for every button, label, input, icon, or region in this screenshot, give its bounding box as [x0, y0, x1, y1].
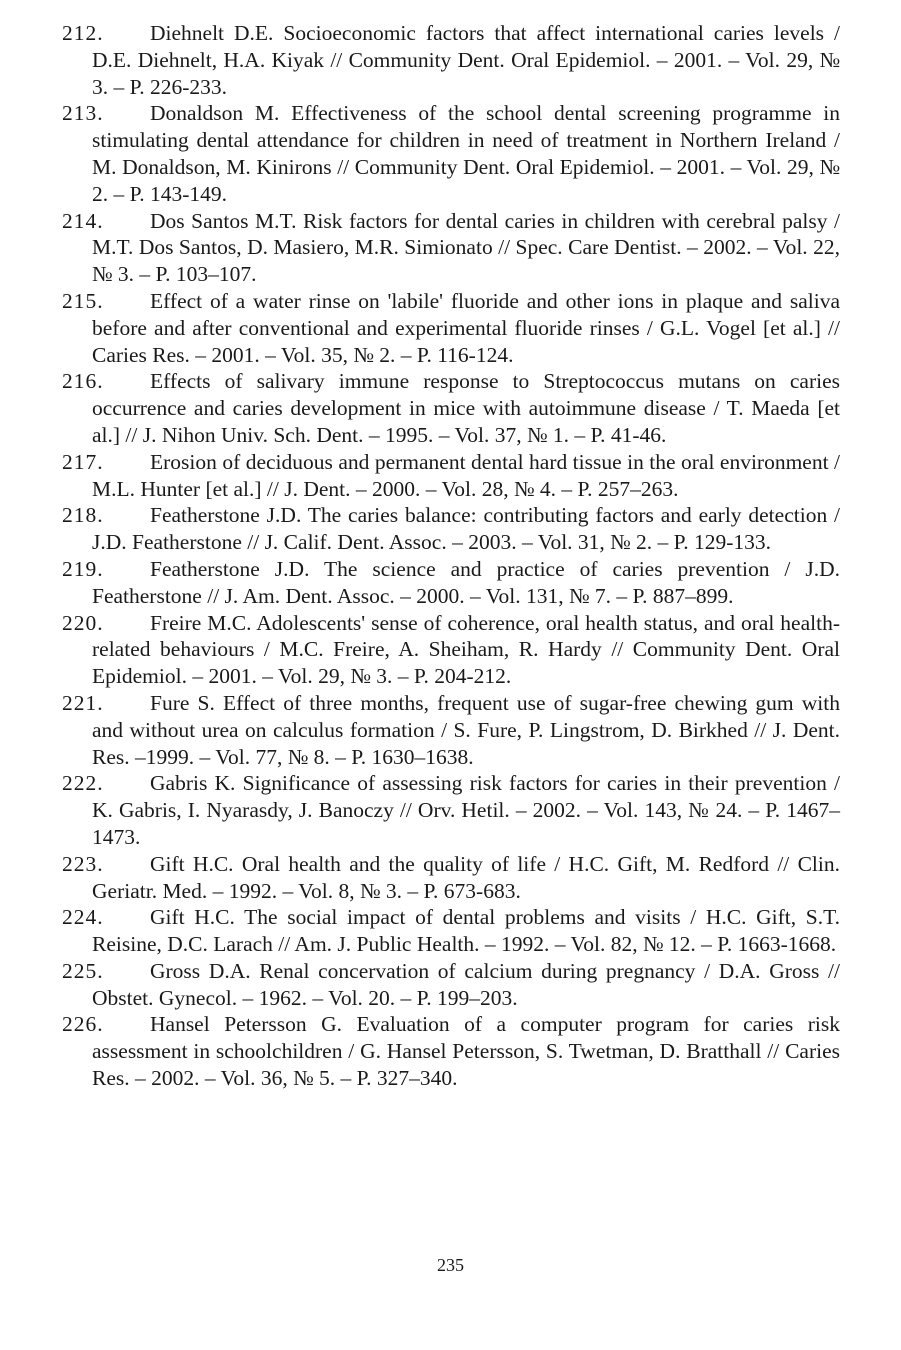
reference-item: [62, 690, 840, 770]
reference-text: Gross D.A. Renal concervation of calcium during pregnancy / D.A. Gross // Obstet. Gynecol. – 1962. – Vol. 20. – P. 199–203.: [92, 958, 840, 1010]
reference-number: 221.: [62, 690, 104, 715]
reference-number: 219.: [62, 556, 104, 581]
reference-item: [62, 20, 840, 100]
page-number: 235: [437, 1255, 464, 1275]
reference-number: 223.: [62, 851, 104, 876]
reference-number: 220.: [62, 610, 104, 635]
reference-number: 225.: [62, 958, 104, 983]
reference-text: Gift H.C. Oral health and the quality of life / H.C. Gift, M. Redford // Clin. Geriatr. Med. – 1992. – Vol. 8, № 3. – P. 673-683.: [92, 851, 840, 903]
reference-number: 213.: [62, 101, 104, 126]
reference-text: Donaldson M. Effectiveness of the school dental screening programme in stimulating dental attendance for children in need of treatment in Northern Ireland / M. Donaldson, M. Kinirons // Community Dent. Oral Epidemiol. – 2001. – Vol. 29, № 2. – P. 143-149.: [92, 101, 840, 206]
reference-text: Gabris K. Significance of assessing risk factors for caries in their prevention / K. Gabris, I. Nyarasdy, J. Banoczy // Orv. Hetil. – 2002. – Vol. 143, № 24. – P. 1467–1473.: [92, 771, 840, 849]
reference-number: 216.: [62, 369, 104, 394]
reference-item: [62, 851, 840, 905]
reference-item: [62, 958, 840, 1012]
reference-item: [62, 100, 840, 207]
reference-item: [62, 368, 840, 448]
reference-item: [62, 288, 840, 368]
reference-number: 217.: [62, 449, 104, 474]
reference-item: [62, 610, 840, 690]
reference-number: 214.: [62, 208, 104, 233]
reference-number: 215.: [62, 288, 104, 313]
reference-number: 226.: [62, 1012, 104, 1037]
reference-text: Dos Santos M.T. Risk factors for dental caries in children with cerebral palsy / M.T. Dos Santos, D. Masiero, M.R. Simionato // Spec. Care Dentist. – 2002. – Vol. 22, № 3. – P. 103–107.: [92, 208, 840, 287]
reference-text: Hansel Petersson G. Evaluation of a computer program for caries risk assessment in schoolchildren / G. Hansel Petersson, S. Twetman, D. Bratthall // Caries Res. – 2002. – Vol. 36, № 5. – P. 327–340.: [92, 1012, 840, 1091]
reference-text: Featherstone J.D. The science and practice of caries prevention / J.D. Featherstone // J. Am. Dent. Assoc. – 2000. – Vol. 131, № 7. – P. 887–899.: [92, 556, 840, 608]
reference-text: Effect of a water rinse on 'labile' fluoride and other ions in plaque and saliva before and after conventional and experimental fluoride rinses / G.L. Vogel [et al.] // Caries Res. – 2001. – Vol. 35, № 2. – P. 116-124.: [92, 288, 840, 367]
reference-item: [62, 556, 840, 610]
reference-text: Featherstone J.D. The caries balance: contributing factors and early detection / J.D. Featherstone // J. Calif. Dent. Assoc. – 2003. – Vol. 31, № 2. – P. 129-133.: [92, 503, 840, 555]
reference-item: [62, 449, 840, 503]
reference-number: 222.: [62, 771, 104, 796]
reference-item: [62, 208, 840, 288]
reference-number: 212.: [62, 21, 104, 45]
reference-text: Effects of salivary immune response to Streptococcus mutans on caries occurrence and caries development in mice with autoimmune disease / T. Maeda [et al.] // J. Nihon Univ. Sch. Dent. – 1995. – Vol. 37, № 1. – P. 41-46.: [92, 369, 840, 447]
reference-text: Fure S. Effect of three months, frequent use of sugar-free chewing gum with and without urea on calculus formation / S. Fure, P. Lingstrom, D. Birkhed // J. Dent. Res. –1999. – Vol. 77, № 8. – P. 1630–1638.: [92, 690, 840, 769]
reference-number: 218.: [62, 503, 104, 528]
reference-item: [62, 502, 840, 556]
reference-item: [62, 770, 840, 850]
reference-text: Erosion of deciduous and permanent dental hard tissue in the oral environment / M.L. Hunter [et al.] // J. Dent. – 2000. – Vol. 28, № 4. – P. 257–263.: [92, 449, 840, 501]
reference-text: Freire M.C. Adolescents' sense of coherence, oral health status, and oral health-related behaviours / M.C. Freire, A. Sheiham, R. Hardy // Community Dent. Oral Epidemiol. – 2001. – Vol. 29, № 3. – P. 204-212.: [92, 610, 840, 689]
reference-text: Gift H.C. The social impact of dental problems and visits / H.C. Gift, S.T. Reisine, D.C. Larach // Am. J. Public Health. – 1992. – Vol. 82, № 12. – P. 1663-1668.: [92, 905, 840, 957]
reference-item: [62, 1011, 840, 1091]
reference-text: Diehnelt D.E. Socioeconomic factors that affect international caries levels / D.E. Diehnelt, H.A. Kiyak // Community Dent. Oral Epidemiol. – 2001. – Vol. 29, № 3. – P. 226-233.: [92, 21, 840, 99]
reference-item: [62, 904, 840, 958]
reference-number: 224.: [62, 905, 104, 930]
reference-list: [62, 20, 840, 1092]
